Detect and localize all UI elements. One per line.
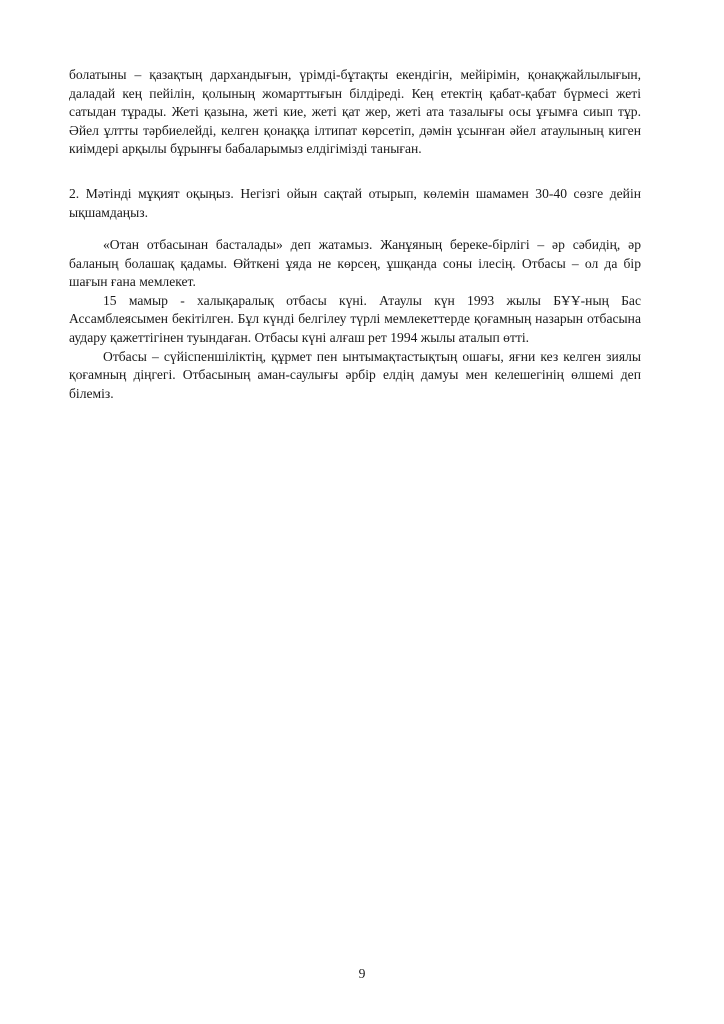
passage-paragraph-2: 15 мамыр - халықаралық отбасы күні. Атаулы күн 1993 жылы БҰҰ-ның Бас Ассамблеясымен бекітілген. Бұл күнді белгілеу түрлі мемлекеттерде қоғамның назарын отбасына аудару қажеттігінен туындаған. Отбасы күні алғаш рет 1994 жылы аталып өтті. [69, 292, 641, 345]
task-block [69, 185, 641, 222]
passage-block [69, 236, 641, 403]
passage-paragraph-3: Отбасы – сүйіспеншіліктің, құрмет пен ынтымақтастықтың ошағы, яғни кез келген зиялы қоғамның діңгегі. Отбасының аман-саулығы әрбір елдің дамуы мен келешегінің өлшемі деп білеміз. [69, 348, 641, 401]
continuation-paragraph: болатыны – қазақтың дархандығын, үрімді-бұтақты екендігін, мейірімін, қонақжайлылығын, даладай кең пейілін, қолының жомарттығын білдіреді. Кең етектің қабат-қабат бүрмесі жеті сатыдан тұрады. Жеті қазына, жеті кие, жеті қат жер, жеті ата тазалығы осы ұғымға сиып тұр. Әйел ұлтты тәрбиелейді, келген қонаққа ілтипат көрсетіп, дәмін ұсынған әйел атаулының киген киімдері арқылы бұрынғы бабаларымыз елдігімізді таныған. [69, 67, 641, 157]
passage-paragraph-1: «Отан отбасынан басталады» деп жатамыз. Жанұяның береке-бірлігі – әр сәбидің, әр баланың болашақ қадамы. Өйткені ұяда не көрсең, ұшқанда соны ілесің. Отбасы – ол да бір шағын ғана мемлекет. [69, 237, 641, 290]
page-number: 9 [358, 966, 366, 981]
continuation-text-block [69, 66, 641, 159]
task-instruction: 2. Мәтінді мұқият оқыңыз. Негізгі ойын сақтай отырып, көлемін шамамен 30-40 сөзге дейін ықшамдаңыз. [69, 186, 641, 220]
